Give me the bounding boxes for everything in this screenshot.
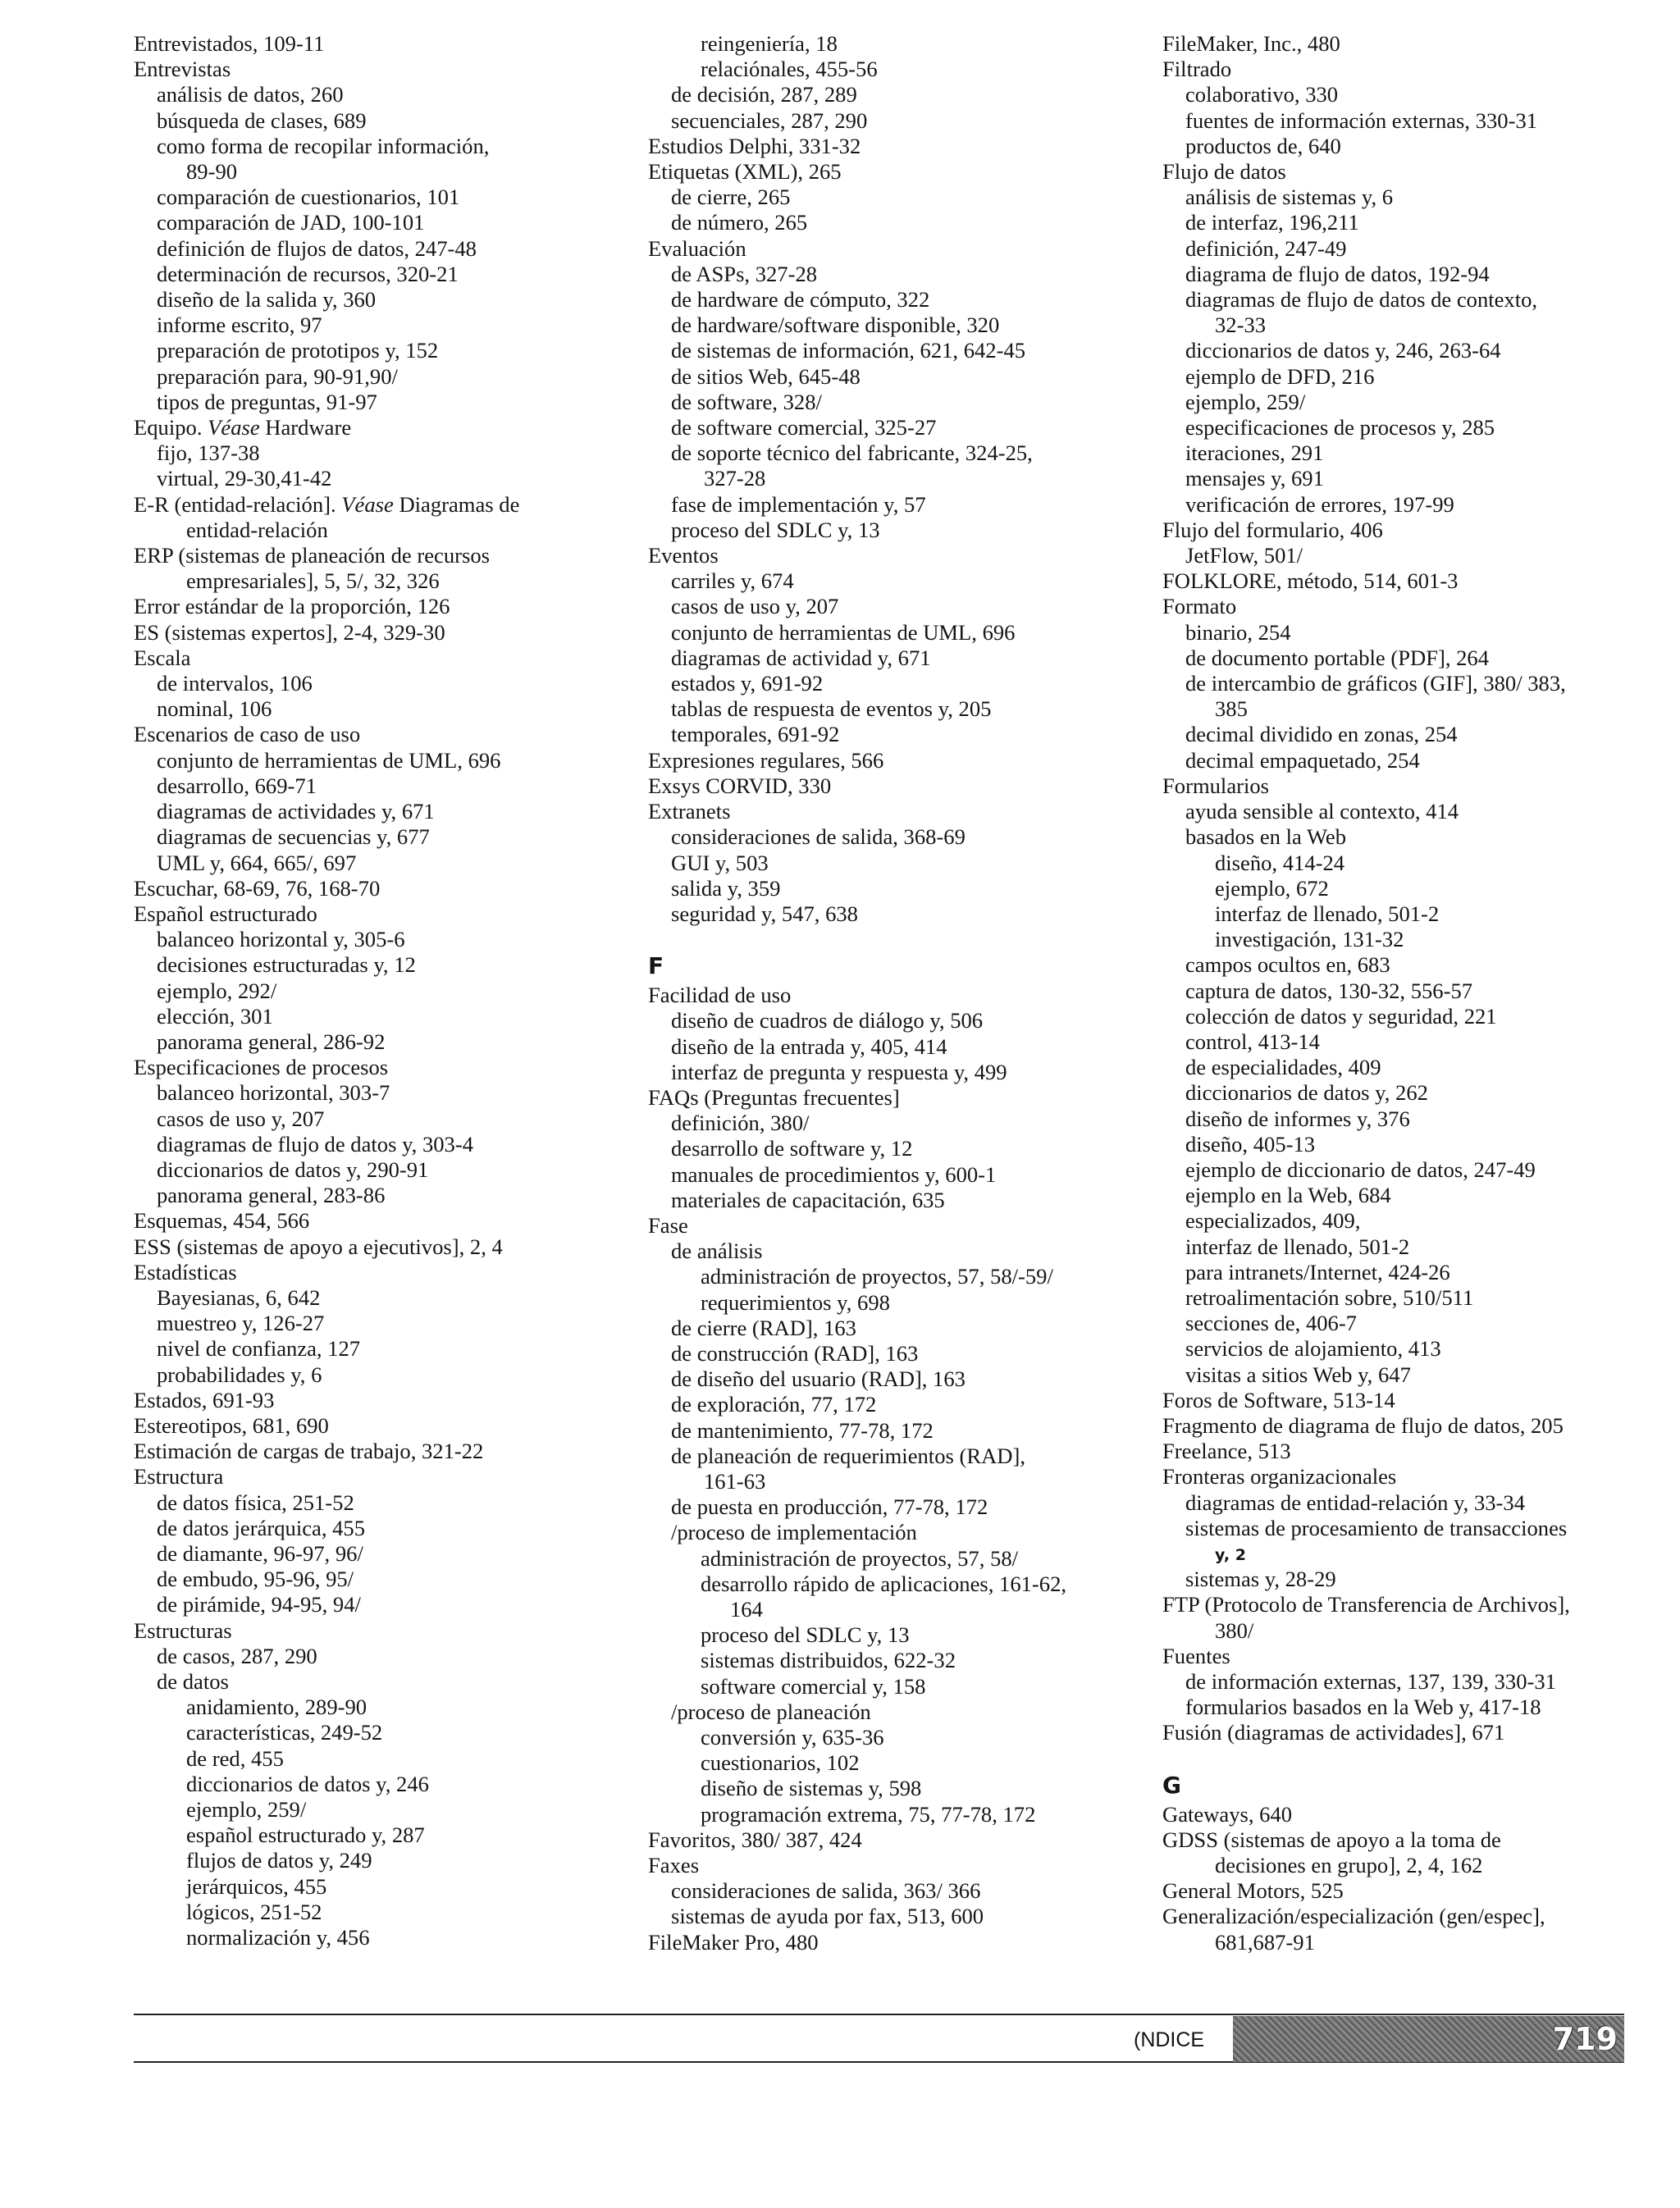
index-entry: Estudios Delphi, 331-32 bbox=[648, 133, 861, 158]
index-entry: productos de, 640 bbox=[1185, 133, 1341, 158]
index-entry: virtual, 29-30,41-42 bbox=[157, 466, 332, 491]
see-target: Hardware bbox=[265, 415, 352, 440]
index-entry: diccionarios de datos y, 246 bbox=[186, 1771, 429, 1796]
index-entry: reingeniería, 18 bbox=[701, 31, 838, 56]
index-entry: de planeación de requerimientos (RAD], bbox=[671, 1443, 1025, 1468]
index-entry: Fuentes bbox=[1162, 1643, 1230, 1668]
index-entry: especificaciones de procesos y, 285 bbox=[1185, 415, 1495, 440]
index-entry: tipos de preguntas, 91-97 bbox=[157, 389, 377, 414]
page-number: 719 bbox=[1552, 2021, 1618, 2057]
index-entry: de documento portable (PDF], 264 bbox=[1185, 645, 1490, 670]
index-entry: de hardware/software disponible, 320 bbox=[671, 312, 1000, 338]
index-entry: de decisión, 287, 289 bbox=[671, 82, 857, 107]
index-entry: de soporte técnico del fabricante, 324-25, bbox=[671, 440, 1033, 466]
index-entry: colección de datos y seguridad, 221 bbox=[1185, 1003, 1497, 1029]
index-entry: captura de datos, 130-32, 556-57 bbox=[1185, 978, 1473, 1003]
index-entry: Escenarios de caso de uso bbox=[134, 722, 361, 747]
index-entry: proceso del SDLC y, 13 bbox=[671, 517, 880, 542]
index-entry: basados en la Web bbox=[1185, 824, 1347, 850]
index-entry: ejemplo en la Web, 684 bbox=[1185, 1183, 1391, 1208]
index-entry: empresariales], 5, 5/, 32, 326 bbox=[186, 568, 440, 594]
index-entry: interfaz de llenado, 501-2 bbox=[1215, 901, 1440, 926]
index-entry: Error estándar de la proporción, 126 bbox=[134, 594, 450, 619]
index-entry: iteraciones, 291 bbox=[1185, 440, 1324, 466]
index-entry: FAQs (Preguntas frecuentes] bbox=[648, 1084, 900, 1110]
index-entry: /proceso de planeación bbox=[671, 1699, 871, 1724]
index-entry: de puesta en producción, 77-78, 172 bbox=[671, 1494, 988, 1520]
index-entry: proceso del SDLC y, 13 bbox=[701, 1622, 910, 1648]
index-entry: verificación de errores, 197-99 bbox=[1185, 491, 1454, 517]
index-entry: Estadísticas bbox=[134, 1259, 237, 1284]
index-entry: GDSS (sistemas de apoyo a la toma de bbox=[1162, 1827, 1501, 1852]
index-entry: ejemplo, 672 bbox=[1215, 875, 1329, 901]
see-reference: Véase bbox=[341, 491, 394, 517]
index-entry: Exsys CORVID, 330 bbox=[648, 773, 832, 798]
index-entry: seguridad y, 547, 638 bbox=[671, 901, 858, 926]
index-entry: Escala bbox=[134, 645, 191, 670]
index-entry: 161-63 bbox=[704, 1468, 766, 1494]
index-entry: Faxes bbox=[648, 1853, 700, 1878]
index-entry: Fronteras organizacionales bbox=[1162, 1464, 1397, 1489]
index-entry: Fase bbox=[648, 1212, 688, 1238]
index-entry: de sitios Web, 645-48 bbox=[671, 363, 861, 389]
index-entry: relaciónales, 455-56 bbox=[701, 57, 878, 82]
index-entry: de cierre, 265 bbox=[671, 185, 791, 210]
index-entry: de intervalos, 106 bbox=[157, 671, 313, 696]
index-entry: ejemplo de DFD, 216 bbox=[1185, 363, 1375, 389]
index-entry: cuestionarios, 102 bbox=[701, 1750, 860, 1776]
index-entry: Formato bbox=[1162, 594, 1237, 619]
index-entry: casos de uso y, 207 bbox=[671, 594, 839, 619]
index-entry: de mantenimiento, 77-78, 172 bbox=[671, 1417, 934, 1443]
index-entry: decisiones en grupo], 2, 4, 162 bbox=[1215, 1853, 1483, 1877]
index-entry: preparación para, 90-91,90/ bbox=[157, 363, 398, 389]
index-entry: JetFlow, 501/ bbox=[1185, 543, 1303, 568]
footer-folio-box bbox=[1233, 2016, 1624, 2062]
index-entry: diagramas de actividades y, 671 bbox=[157, 799, 435, 824]
index-entry: Foros de Software, 513-14 bbox=[1162, 1387, 1395, 1412]
index-entry: de diamante, 96-97, 96/ bbox=[157, 1540, 363, 1566]
index-entry: UML y, 664, 665/, 697 bbox=[157, 850, 357, 875]
index-entry: de datos jerárquica, 455 bbox=[157, 1515, 366, 1540]
index-entry: comparación de cuestionarios, 101 bbox=[157, 185, 460, 210]
index-entry: de análisis bbox=[671, 1239, 763, 1264]
index-entry: de ASPs, 327-28 bbox=[671, 261, 818, 286]
index-entry: de información externas, 137, 139, 330-31 bbox=[1185, 1668, 1556, 1694]
index-entry: ejemplo, 259/ bbox=[1185, 389, 1306, 414]
index-entry: carriles y, 674 bbox=[671, 568, 794, 594]
index-entry: Estructuras bbox=[134, 1617, 232, 1643]
index-entry: Flujo del formulario, 406 bbox=[1162, 517, 1383, 542]
index-entry: 681,687-91 bbox=[1215, 1929, 1315, 1955]
index-entry: de construcción (RAD], 163 bbox=[671, 1340, 919, 1366]
index-entry: Entrevistas bbox=[134, 57, 231, 82]
index-entry: ejemplo de diccionario de datos, 247-49 bbox=[1185, 1156, 1536, 1182]
index-entry: 164 bbox=[730, 1596, 763, 1622]
index-entry: definición, 247-49 bbox=[1185, 235, 1347, 261]
index-entry: /proceso de implementación bbox=[671, 1520, 917, 1545]
index-entry: fase de implementación y, 57 bbox=[671, 491, 926, 517]
index-entry: jerárquicos, 455 bbox=[186, 1873, 327, 1899]
index-entry: Fragmento de diagrama de flujo de datos, 205 bbox=[1162, 1412, 1564, 1438]
index-entry: diagramas de entidad-relación y, 33-34 bbox=[1185, 1489, 1526, 1515]
index-entry: de software, 328/ bbox=[671, 389, 822, 414]
index-entry: Entrevistados, 109-11 bbox=[134, 31, 325, 56]
index-entry: Expresiones regulares, 566 bbox=[648, 747, 884, 773]
index-entry: sistemas distribuidos, 622-32 bbox=[701, 1648, 956, 1673]
index-entry: diccionarios de datos y, 246, 263-64 bbox=[1185, 338, 1501, 363]
index-entry: colaborativo, 330 bbox=[1185, 82, 1339, 107]
index-entry: Especificaciones de procesos bbox=[134, 1055, 389, 1080]
index-entry: fijo, 137-38 bbox=[157, 440, 260, 466]
index-entry: servicios de alojamiento, 413 bbox=[1185, 1336, 1441, 1362]
index-entry: diseño, 414-24 bbox=[1215, 850, 1345, 875]
index-entry: y, 2 bbox=[1215, 1545, 1246, 1564]
index-entry: retroalimentación sobre, 510/511 bbox=[1185, 1284, 1474, 1310]
index-entry: ES (sistemas expertos], 2-4, 329-30 bbox=[134, 619, 445, 645]
index-entry: binario, 254 bbox=[1185, 619, 1291, 645]
index-entry: diagramas de flujo de datos y, 303-4 bbox=[157, 1131, 473, 1156]
index-entry: Estimación de cargas de trabajo, 321-22 bbox=[134, 1439, 484, 1464]
section-gap bbox=[1162, 1746, 1655, 1763]
footer-rule-top bbox=[134, 2014, 1624, 2015]
index-entry bbox=[134, 415, 626, 440]
footer-section-label: (NDICE bbox=[1134, 2028, 1205, 2051]
index-entry: ERP (sistemas de planeación de recursos bbox=[134, 543, 490, 568]
index-entry: General Motors, 525 bbox=[1162, 1878, 1344, 1904]
index-entry: decimal empaquetado, 254 bbox=[1185, 747, 1420, 773]
index-entry: Evaluación bbox=[648, 235, 746, 261]
index-entry: diseño de la salida y, 360 bbox=[157, 287, 377, 312]
index-entry: Estereotipos, 681, 690 bbox=[134, 1412, 329, 1438]
index-entry: nivel de confianza, 127 bbox=[157, 1336, 361, 1362]
index-entry: FOLKLORE, método, 514, 601-3 bbox=[1162, 568, 1459, 594]
index-entry: español estructurado y, 287 bbox=[186, 1823, 425, 1848]
index-entry: diseño de informes y, 376 bbox=[1185, 1106, 1410, 1131]
index-entry: búsqueda de clases, 689 bbox=[157, 107, 367, 133]
index-entry: diseño de sistemas y, 598 bbox=[701, 1776, 922, 1801]
index-entry: 32-33 bbox=[1215, 312, 1267, 338]
index-entry: desarrollo, 669-71 bbox=[157, 773, 317, 798]
index-entry: interfaz de pregunta y respuesta y, 499 bbox=[671, 1059, 1007, 1084]
index-entry: diagramas de actividad y, 671 bbox=[671, 645, 931, 670]
index-entry: de datos física, 251-52 bbox=[157, 1489, 354, 1515]
index-entry: de embudo, 95-96, 95/ bbox=[157, 1567, 354, 1592]
index-entry: sistemas y, 28-29 bbox=[1185, 1567, 1336, 1592]
index-entry: GUI y, 503 bbox=[671, 850, 769, 875]
index-entry: anidamiento, 289-90 bbox=[186, 1695, 368, 1720]
index-entry: interfaz de llenado, 501-2 bbox=[1185, 1234, 1410, 1259]
index-entry: nominal, 106 bbox=[157, 696, 272, 722]
index-entry: diagramas de secuencias y, 677 bbox=[157, 824, 430, 850]
index-entry-text: E-R (entidad-relación]. bbox=[134, 491, 336, 517]
index-entry: Formularios bbox=[1162, 773, 1270, 798]
index-entry: como forma de recopilar información, bbox=[157, 133, 490, 158]
index-column-2 bbox=[648, 31, 1140, 1955]
index-entry: sistemas de procesamiento de transacciones bbox=[1185, 1515, 1568, 1540]
index-entry: conversión y, 635-36 bbox=[701, 1725, 884, 1750]
index-entry: ejemplo, 259/ bbox=[186, 1797, 307, 1823]
index-entry: lógicos, 251-52 bbox=[186, 1899, 322, 1924]
index-entry: manuales de procedimientos y, 600-1 bbox=[671, 1161, 997, 1187]
index-entry: informe escrito, 97 bbox=[157, 312, 322, 338]
index-entry: normalización y, 456 bbox=[186, 1925, 370, 1950]
index-entry: de hardware de cómputo, 322 bbox=[671, 287, 930, 312]
index-entry: diccionarios de datos y, 290-91 bbox=[157, 1156, 429, 1182]
index-entry: Estructura bbox=[134, 1464, 224, 1489]
index-entry: Flujo de datos bbox=[1162, 159, 1286, 185]
index-entry: desarrollo rápido de aplicaciones, 161-62, bbox=[701, 1571, 1067, 1596]
index-entry: probabilidades y, 6 bbox=[157, 1362, 322, 1387]
index-entry: secuenciales, 287, 290 bbox=[671, 107, 868, 133]
index-entry: para intranets/Internet, 424-26 bbox=[1185, 1259, 1450, 1284]
index-entry: ejemplo, 292/ bbox=[157, 978, 277, 1003]
index-entry: requerimientos y, 698 bbox=[701, 1289, 890, 1315]
index-entry: de software comercial, 325-27 bbox=[671, 415, 937, 440]
index-entry: análisis de datos, 260 bbox=[157, 82, 344, 107]
index-entry: de interfaz, 196,211 bbox=[1185, 210, 1359, 235]
index-entry: ESS (sistemas de apoyo a ejecutivos], 2, 4 bbox=[134, 1234, 503, 1259]
index-entry: de diseño del usuario (RAD], 163 bbox=[671, 1366, 966, 1392]
index-entry: administración de proyectos, 57, 58/-59/ bbox=[701, 1264, 1053, 1289]
see-target: Diagramas de bbox=[399, 491, 520, 517]
index-entry: de casos, 287, 290 bbox=[157, 1643, 317, 1668]
index-entry: de exploración, 77, 172 bbox=[671, 1392, 877, 1417]
index-entry: diccionarios de datos y, 262 bbox=[1185, 1080, 1428, 1106]
index-entry: análisis de sistemas y, 6 bbox=[1185, 185, 1394, 210]
index-entry: ayuda sensible al contexto, 414 bbox=[1185, 799, 1459, 824]
index-entry: balanceo horizontal, 303-7 bbox=[157, 1080, 390, 1106]
index-entry: estados y, 691-92 bbox=[671, 671, 824, 696]
index-entry: consideraciones de salida, 368-69 bbox=[671, 824, 966, 850]
index-entry: investigación, 131-32 bbox=[1215, 927, 1404, 952]
section-letter: F bbox=[648, 952, 664, 980]
index-entry: 327-28 bbox=[704, 466, 766, 491]
index-entry: administración de proyectos, 57, 58/ bbox=[701, 1545, 1018, 1571]
index-entry: decimal dividido en zonas, 254 bbox=[1185, 722, 1458, 747]
index-entry: Estados, 691-93 bbox=[134, 1387, 275, 1412]
section-letter: G bbox=[1162, 1771, 1181, 1799]
index-entry: secciones de, 406-7 bbox=[1185, 1311, 1357, 1336]
index-column-1 bbox=[134, 31, 626, 1950]
index-entry: muestreo y, 126-27 bbox=[157, 1311, 325, 1336]
index-entry: panorama general, 283-86 bbox=[157, 1183, 386, 1208]
index-entry: Favoritos, 380/ 387, 424 bbox=[648, 1827, 862, 1852]
index-entry: 89-90 bbox=[186, 159, 238, 185]
index-entry: de cierre (RAD], 163 bbox=[671, 1315, 856, 1340]
index-entry: decisiones estructuradas y, 12 bbox=[157, 952, 416, 978]
index-entry: visitas a sitios Web y, 647 bbox=[1185, 1362, 1411, 1387]
index-entry: determinación de recursos, 320-21 bbox=[157, 261, 459, 286]
index-entry: diseño de la entrada y, 405, 414 bbox=[671, 1033, 947, 1059]
index-entry: control, 413-14 bbox=[1185, 1029, 1320, 1054]
index-entry: características, 249-52 bbox=[186, 1720, 383, 1745]
index-entry: de pirámide, 94-95, 94/ bbox=[157, 1592, 361, 1617]
index-entry: diagramas de flujo de datos de contexto, bbox=[1185, 287, 1538, 312]
index-entry: Bayesianas, 6, 642 bbox=[157, 1284, 321, 1310]
index-entry: de especialidades, 409 bbox=[1185, 1055, 1381, 1080]
index-entry: Freelance, 513 bbox=[1162, 1439, 1291, 1464]
index-entry: tablas de respuesta de eventos y, 205 bbox=[671, 696, 992, 722]
index-entry: conjunto de herramientas de UML, 696 bbox=[157, 747, 501, 773]
index-entry: Filtrado bbox=[1162, 57, 1232, 82]
index-entry-text: Equipo. bbox=[134, 415, 203, 440]
index-entry: especializados, 409, bbox=[1185, 1208, 1361, 1234]
index-entry: de datos bbox=[157, 1669, 229, 1694]
index-entry: Escuchar, 68-69, 76, 168-70 bbox=[134, 875, 381, 901]
index-entry: de red, 455 bbox=[186, 1745, 284, 1771]
index-column-3 bbox=[1162, 31, 1655, 1955]
index-entry: casos de uso y, 207 bbox=[157, 1106, 325, 1131]
index-entry: flujos de datos y, 249 bbox=[186, 1848, 372, 1873]
index-entry: Facilidad de uso bbox=[648, 983, 792, 1008]
index-entry: de número, 265 bbox=[671, 210, 808, 235]
index-entry: salida y, 359 bbox=[671, 875, 781, 901]
index-entry: Etiquetas (XML), 265 bbox=[648, 159, 842, 185]
index-entry: conjunto de herramientas de UML, 696 bbox=[671, 619, 1016, 645]
index-entry: Gateways, 640 bbox=[1162, 1801, 1293, 1827]
index-entry bbox=[134, 492, 626, 518]
index-entry: FileMaker Pro, 480 bbox=[648, 1929, 819, 1955]
index-entry: de sistemas de información, 621, 642-45 bbox=[671, 338, 1026, 363]
index-entry: campos ocultos en, 683 bbox=[1185, 952, 1390, 978]
index-entry: materiales de capacitación, 635 bbox=[671, 1187, 945, 1212]
index-entry: consideraciones de salida, 363/ 366 bbox=[671, 1878, 981, 1904]
index-entry: Esquemas, 454, 566 bbox=[134, 1208, 310, 1234]
index-entry: preparación de prototipos y, 152 bbox=[157, 338, 439, 363]
index-entry: balanceo horizontal y, 305-6 bbox=[157, 927, 405, 952]
index-entry: diseño, 405-13 bbox=[1185, 1131, 1316, 1156]
index-entry: formularios basados en la Web y, 417-18 bbox=[1185, 1695, 1541, 1720]
index-entry: programación extrema, 75, 77-78, 172 bbox=[701, 1801, 1036, 1827]
index-entry: sistemas de ayuda por fax, 513, 600 bbox=[671, 1904, 984, 1929]
index-entry: Fusión (diagramas de actividades], 671 bbox=[1162, 1720, 1505, 1745]
index-entry: Extranets bbox=[648, 799, 731, 824]
index-entry: 380/ bbox=[1215, 1617, 1254, 1643]
index-entry: elección, 301 bbox=[157, 1003, 273, 1029]
index-entry: temporales, 691-92 bbox=[671, 722, 840, 747]
index-entry: entidad-relación bbox=[186, 517, 328, 542]
index-entry: 385 bbox=[1215, 696, 1248, 722]
index-entry: fuentes de información externas, 330-31 bbox=[1185, 107, 1538, 133]
index-entry: Generalización/especialización (gen/espec], bbox=[1162, 1904, 1545, 1929]
index-entry: diagrama de flujo de datos, 192-94 bbox=[1185, 261, 1490, 286]
section-gap bbox=[648, 927, 1140, 943]
index-entry: Eventos bbox=[648, 543, 719, 568]
index-entry: definición de flujos de datos, 247-48 bbox=[157, 235, 477, 261]
index-entry: software comercial y, 158 bbox=[701, 1673, 926, 1699]
index-entry: mensajes y, 691 bbox=[1185, 466, 1324, 491]
index-entry: desarrollo de software y, 12 bbox=[671, 1136, 913, 1161]
see-reference: Véase bbox=[208, 415, 260, 440]
index-entry: FileMaker, Inc., 480 bbox=[1162, 31, 1340, 56]
index-entry: definición, 380/ bbox=[671, 1111, 810, 1136]
index-entry: Español estructurado bbox=[134, 901, 317, 926]
index-entry: panorama general, 286-92 bbox=[157, 1029, 386, 1054]
index-entry: comparación de JAD, 100-101 bbox=[157, 210, 425, 235]
index-entry: FTP (Protocolo de Transferencia de Archivos], bbox=[1162, 1592, 1570, 1617]
index-entry: de intercambio de gráficos (GIF], 380/ 383, bbox=[1185, 671, 1566, 696]
index-entry: diseño de cuadros de diálogo y, 506 bbox=[671, 1008, 984, 1033]
